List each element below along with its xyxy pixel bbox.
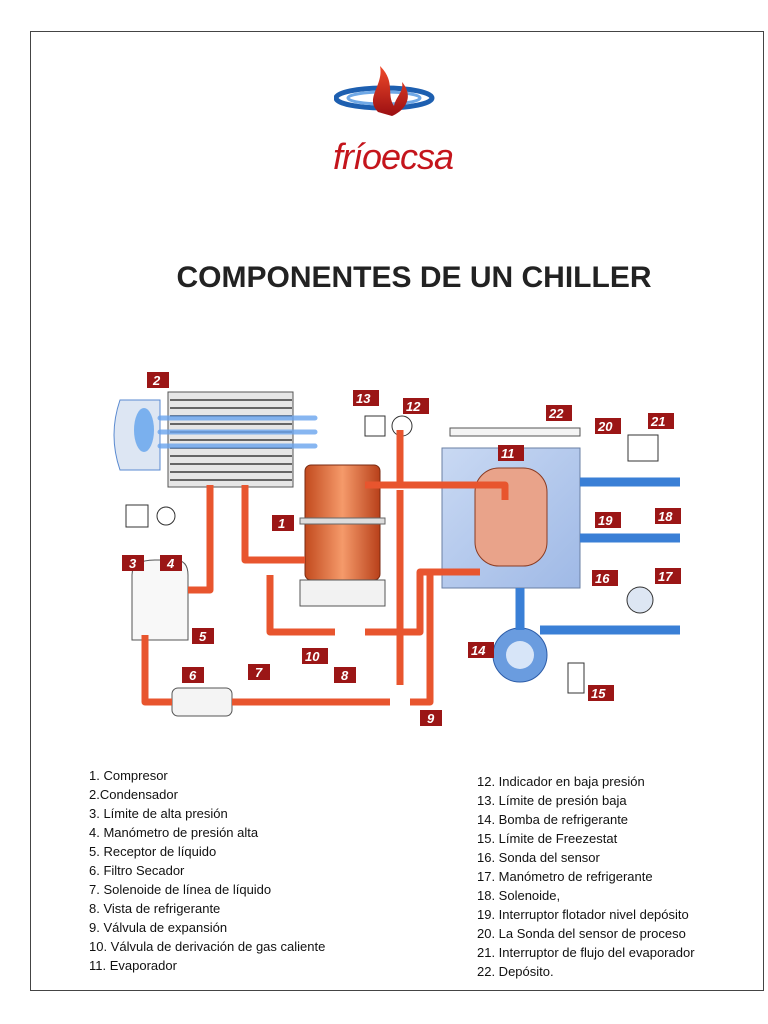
legend-item: 8. Vista de refrigerante <box>89 901 221 916</box>
svg-text:18: 18 <box>658 509 673 524</box>
svg-text:15: 15 <box>591 686 606 701</box>
svg-text:1: 1 <box>278 516 286 531</box>
badge-15 <box>588 685 614 701</box>
legend-item: 11. Evaporador <box>89 958 177 973</box>
legend-item: 1. Compresor <box>89 768 168 783</box>
badge-18 <box>655 508 681 524</box>
legend-item: 9. Válvula de expansión <box>89 920 228 935</box>
badge-3 <box>122 555 144 571</box>
svg-text:20: 20 <box>598 419 613 434</box>
legend-item: 16. Sonda del sensor <box>477 850 600 865</box>
svg-text:3: 3 <box>129 556 137 571</box>
component-legend-left <box>89 766 325 975</box>
svg-text:9: 9 <box>427 711 435 726</box>
legend-item: 20. La Sonda del sensor de proceso <box>477 926 686 941</box>
svg-text:12: 12 <box>406 399 421 414</box>
component-legend-right <box>477 772 695 981</box>
svg-text:6: 6 <box>189 668 197 683</box>
legend-item: 18. Solenoide, <box>477 888 561 903</box>
badge-20 <box>595 418 621 434</box>
svg-text:16: 16 <box>595 571 610 586</box>
svg-text:7: 7 <box>255 665 263 680</box>
legend-item: 13. Límite de presión baja <box>477 793 627 808</box>
legend-item: 21. Interruptor de flujo del evaporador <box>477 945 695 960</box>
legend-item: 7. Solenoide de línea de líquido <box>89 882 272 897</box>
badge-9 <box>420 710 442 726</box>
svg-text:4: 4 <box>167 556 175 571</box>
badge-13 <box>353 390 379 406</box>
svg-text:13: 13 <box>356 391 371 406</box>
svg-text:14: 14 <box>471 643 486 658</box>
legend-item: 12. Indicador en baja presión <box>477 774 645 789</box>
condenser <box>114 392 315 487</box>
badge-2 <box>147 372 169 388</box>
legend-item: 2.Condensador <box>89 787 178 802</box>
badge-7 <box>248 664 270 680</box>
svg-text:19: 19 <box>598 513 613 528</box>
badge-17 <box>655 568 681 584</box>
brand-wordmark: fríoecsa <box>333 136 454 177</box>
legend-item: 3. Límite de alta presión <box>89 806 228 821</box>
badge-11 <box>498 445 524 461</box>
refrigerant-pump <box>493 628 547 682</box>
svg-text:5: 5 <box>199 629 207 644</box>
page-title: COMPONENTES DE UN CHILLER <box>176 261 652 294</box>
badge-1 <box>272 515 294 531</box>
chiller-diagram <box>100 360 700 750</box>
legend-item: 4. Manómetro de presión alta <box>89 825 259 840</box>
badge-16 <box>592 570 618 586</box>
liquid-receiver <box>132 560 188 640</box>
svg-text:2: 2 <box>153 373 161 388</box>
pressure-switch-3-4 <box>126 505 175 527</box>
legend-item: 14. Bomba de refrigerante <box>477 812 629 827</box>
legend-item: 10. Válvula de derivación de gas caliente <box>89 939 326 954</box>
refrigerant-gauge <box>627 587 653 613</box>
svg-text:8: 8 <box>341 668 349 683</box>
badge-19 <box>595 512 621 528</box>
svg-text:10: 10 <box>305 649 320 664</box>
svg-text:11: 11 <box>501 446 515 461</box>
badge-14 <box>468 642 494 658</box>
badge-12 <box>403 398 429 414</box>
svg-text:22: 22 <box>549 406 564 421</box>
legend-item: 19. Interruptor flotador nivel depósito <box>477 907 689 922</box>
badge-10 <box>302 648 328 664</box>
badge-8 <box>334 667 356 683</box>
legend-item: 15. Límite de Freezestat <box>477 831 618 846</box>
legend-item: 6. Filtro Secador <box>89 863 185 878</box>
badge-6 <box>182 667 204 683</box>
svg-text:21: 21 <box>651 414 666 429</box>
svg-text:17: 17 <box>658 569 673 584</box>
legend-item: 5. Receptor de líquido <box>89 844 217 859</box>
badge-21 <box>648 413 674 429</box>
badge-4 <box>160 555 182 571</box>
pressure-switch-12-13 <box>365 416 412 436</box>
freezestat <box>568 663 584 693</box>
legend-item: 17. Manómetro de refrigerante <box>477 869 653 884</box>
legend-item: 22. Depósito. <box>477 964 554 979</box>
flow-switch <box>628 435 658 461</box>
filter-drier <box>172 688 232 716</box>
badge-22 <box>546 405 572 421</box>
badge-5 <box>192 628 214 644</box>
